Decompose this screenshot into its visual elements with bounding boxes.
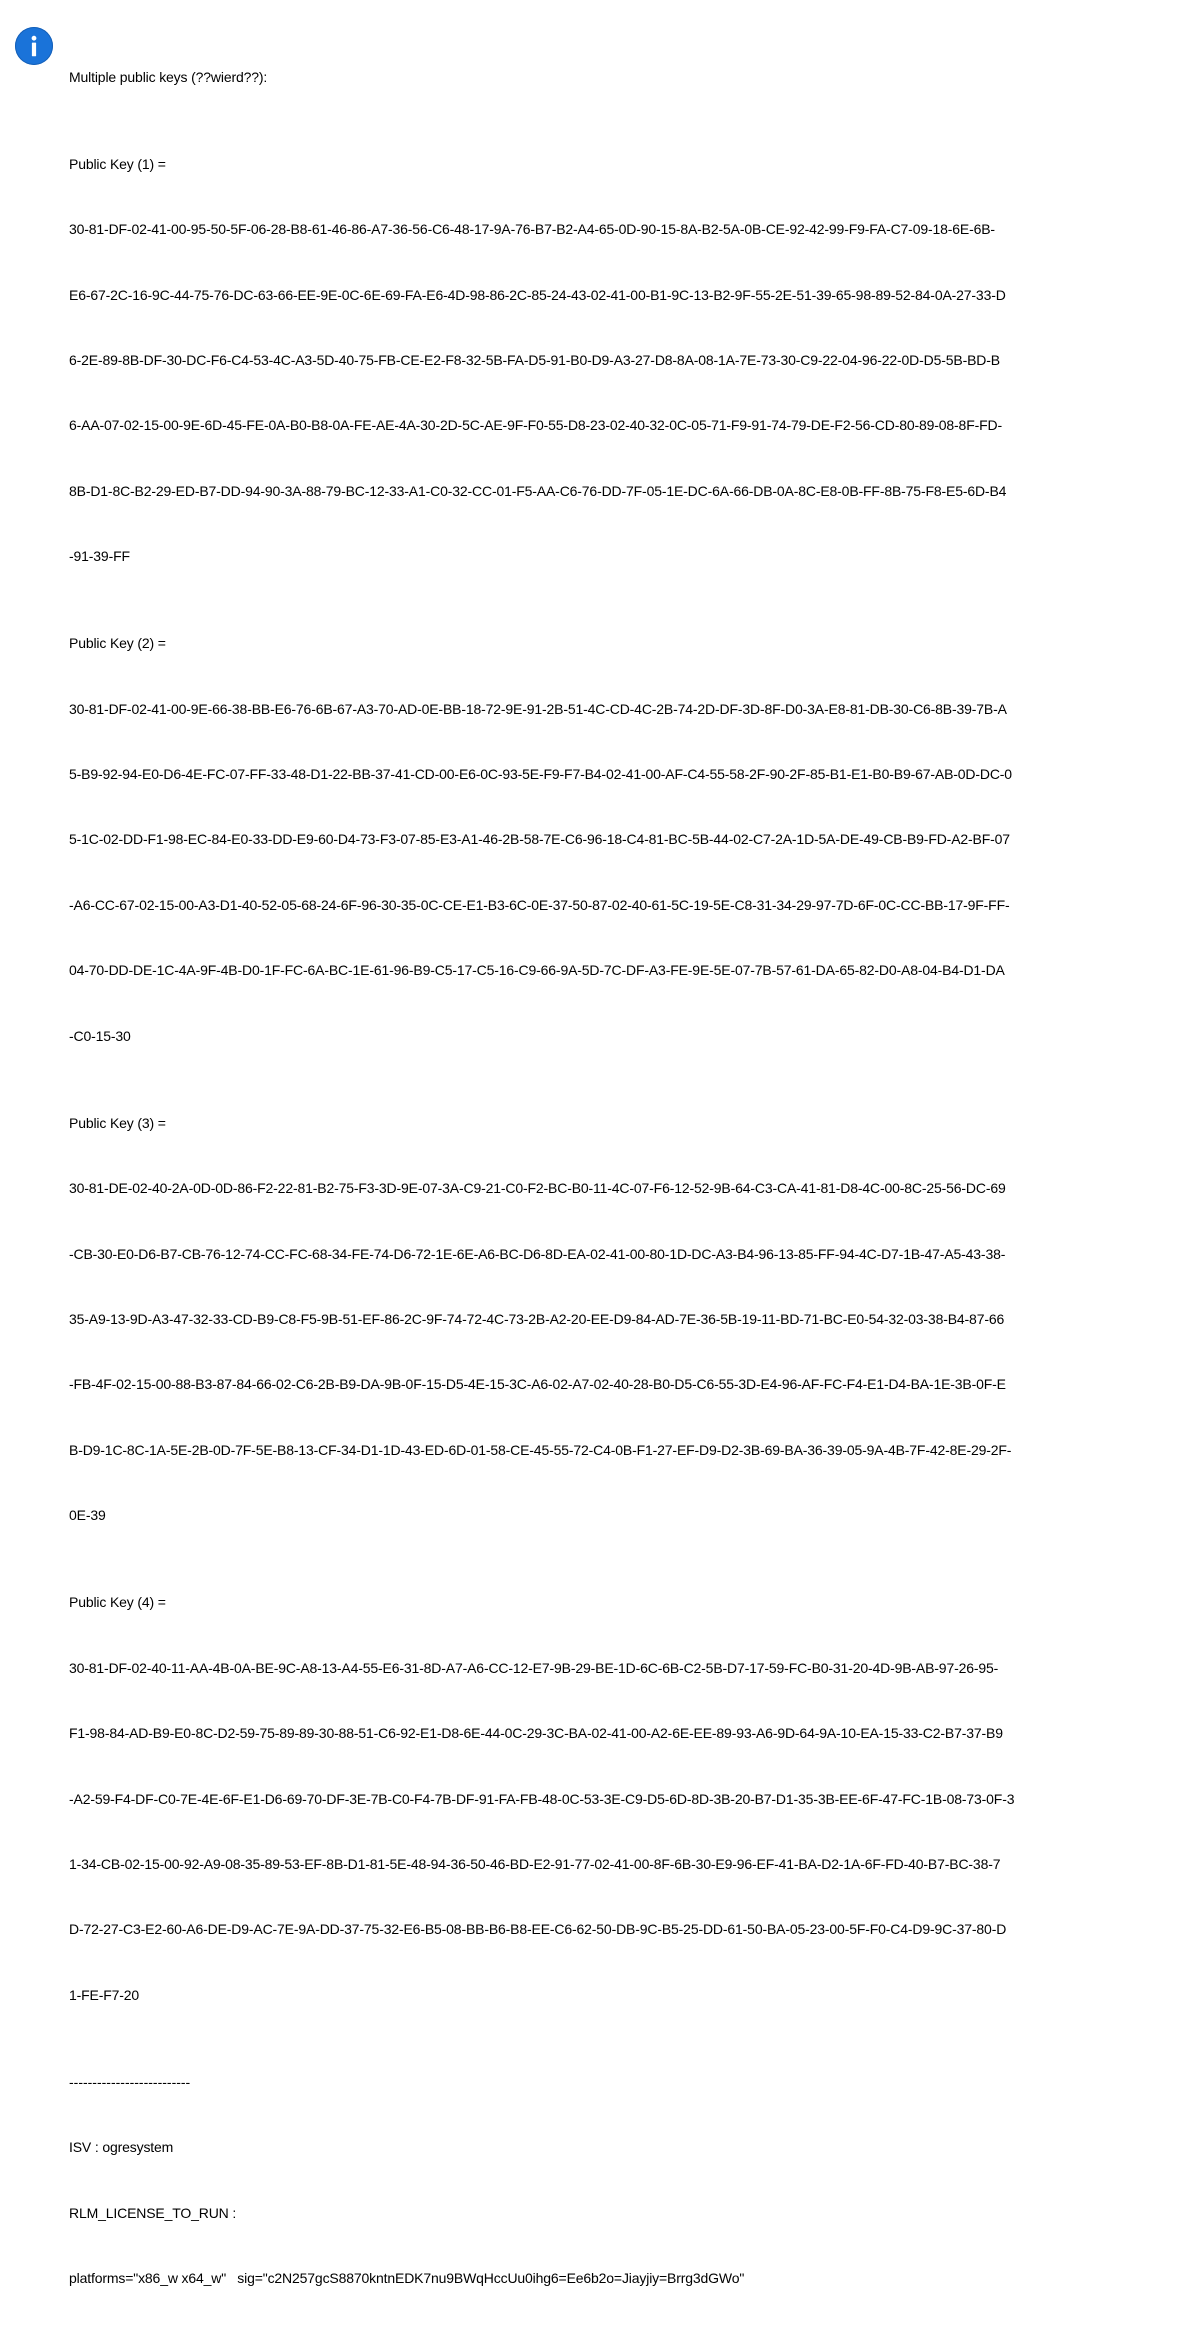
- key-hex-line: 04-70-DD-DE-1C-4A-9F-4B-D0-1F-FC-6A-BC-1E-61-96-B9-C5-17-C5-16-C9-66-9A-5D-7C-DF-A3-FE-9E-5E-07-7B-57-61-DA-65-82-D0-A8-04-B4-D1-DA: [69, 962, 1005, 979]
- key-hex-line: 6-AA-07-02-15-00-9E-6D-45-FE-0A-B0-B8-0A-FE-AE-4A-30-2D-5C-AE-9F-F0-55-D8-23-02-40-32-0C-05-71-F9-91-74-79-DE-F2-56-CD-80-89-08-8F-FD-: [69, 417, 1002, 434]
- key-hex-line: -C0-15-30: [69, 1027, 131, 1044]
- key-hex-line: -A2-59-F4-DF-C0-7E-4E-6F-E1-D6-69-70-DF-3E-7B-C0-F4-7B-DF-91-FA-FB-48-0C-53-3E-C9-D5-6D-8D-3B-20-B7-D1-35-3B-EE-6F-47-FC-1B-08-73-0F-3: [69, 1790, 1015, 1807]
- key-hex-line: 30-81-DF-02-40-11-AA-4B-0A-BE-9C-A8-13-A4-55-E6-31-8D-A7-A6-CC-12-E7-9B-29-BE-1D-6C-6B-C2-5B-D7-17-59-FC-B0-31-20-4D-9B-AB-97-26-95-: [69, 1659, 999, 1676]
- key-hex-line: 30-81-DF-02-41-00-9E-66-38-BB-E6-76-6B-67-A3-70-AD-0E-BB-18-72-9E-91-2B-51-4C-CD-4C-2B-74-2D-DF-3D-8F-D0-3A-E8-81-DB-30-C6-8B-39-7B-A: [69, 700, 1007, 717]
- key-hex-line: B-D9-1C-8C-1A-5E-2B-0D-7F-5E-B8-13-CF-34-D1-1D-43-ED-6D-01-58-CE-45-55-72-C4-0B-F1-27-EF-D9-D2-3B-69-BA-36-39-05-9A-4B-7F-42-8E-29-2F-: [69, 1441, 1012, 1458]
- separator-line: --------------------------: [69, 2073, 191, 2090]
- key-hex-line: 30-81-DF-02-41-00-95-50-5F-06-28-B8-61-46-86-A7-36-56-C6-48-17-9A-76-B7-B2-A4-65-0D-90-15-8A-B2-5A-0B-CE-92-42-99-F9-FA-C7-09-18-6E-6B-: [69, 221, 995, 238]
- key-hex-line: 5-B9-92-94-E0-D6-4E-FC-07-FF-33-48-D1-22-BB-37-41-CD-00-E6-0C-93-5E-F9-F7-B4-02-41-00-AF-C4-55-58-2F-90-2F-85-B1-E1-B0-B9-67-AB-0D-DC-0: [69, 766, 1012, 783]
- key-hex-line: F1-98-84-AD-B9-E0-8C-D2-59-75-89-89-30-88-51-C6-92-E1-D8-6E-44-0C-29-3C-BA-02-41-00-A2-6E-EE-89-93-A6-9D-64-9A-10-EA-15-33-C2-B7-37-B9: [69, 1725, 1003, 1742]
- public-key-label: Public Key (3) =: [69, 1114, 166, 1131]
- key-hex-line: 35-A9-13-9D-A3-47-32-33-CD-B9-C8-F5-9B-51-EF-86-2C-9F-74-72-4C-73-2B-A2-20-EE-D9-84-AD-7E-36-5B-19-11-BD-71-BC-E0-54-32-03-38-B4-87-66: [69, 1311, 1005, 1328]
- public-key-label: Public Key (2) =: [69, 635, 166, 652]
- key-hex-line: 1-34-CB-02-15-00-92-A9-08-35-89-53-EF-8B-D1-81-5E-48-94-36-50-46-BD-E2-91-77-02-41-00-8F-6B-30-E9-96-EF-41-BA-D2-1A-6F-FD-40-B7-BC-38-7: [69, 1855, 1001, 1872]
- platforms-sig-line: platforms="x86_w x64_w" sig="c2N257gcS8870kntnEDK7nu9BWqHccUu0ihg6=Ee6b2o=Jiayjiy=Brrg3dGWo": [69, 2270, 745, 2287]
- message-text: [69, 23, 1169, 2333]
- license-label: RLM_LICENSE_TO_RUN :: [69, 2204, 237, 2221]
- key-hex-line: -A6-CC-67-02-15-00-A3-D1-40-52-05-68-24-6F-96-30-35-0C-CE-E1-B3-6C-0E-37-50-87-02-40-61-5C-19-5E-C8-31-34-29-97-7D-6F-0C-CC-BB-17-9F-FF-: [69, 896, 1010, 913]
- key-hex-line: 5-1C-02-DD-F1-98-EC-84-E0-33-DD-E9-60-D4-73-F3-07-85-E3-A1-46-2B-58-7E-C6-96-18-C4-81-BC-5B-44-02-C7-2A-1D-5A-DE-49-CB-B9-FD-A2-BF-07: [69, 831, 1010, 848]
- key-hex-line: 1-FE-F7-20: [69, 1986, 140, 2003]
- key-hex-line: 6-2E-89-8B-DF-30-DC-F6-C4-53-4C-A3-5D-40-75-FB-CE-E2-F8-32-5B-FA-D5-91-B0-D9-A3-27-D8-8A-08-1A-7E-73-30-C9-22-04-96-22-0D-D5-5B-BD-B: [69, 351, 1000, 368]
- key-hex-line: 30-81-DE-02-40-2A-0D-0D-86-F2-22-81-B2-75-F3-3D-9E-07-3A-C9-21-C0-F2-BC-B0-11-4C-07-F6-12-52-9B-64-C3-CA-41-81-D8-4C-00-8C-25-56-DC-69: [69, 1180, 1006, 1197]
- key-hex-line: 0E-39: [69, 1507, 106, 1524]
- message-title: Multiple public keys (??wierd??):: [69, 68, 268, 85]
- public-key-label: Public Key (4) =: [69, 1594, 166, 1611]
- key-hex-line: D-72-27-C3-E2-60-A6-DE-D9-AC-7E-9A-DD-37-75-32-E6-B5-08-BB-B6-B8-EE-C6-62-50-DB-9C-B5-25-DD-61-50-BA-05-23-00-5F-F0-C4-D9-9C-37-80-D: [69, 1921, 1007, 1938]
- key-hex-line: -91-39-FF: [69, 548, 130, 565]
- key-hex-line: 8B-D1-8C-B2-29-ED-B7-DD-94-90-3A-88-79-BC-12-33-A1-C0-32-CC-01-F5-AA-C6-76-DD-7F-05-1E-DC-6A-66-DB-0A-8C-E8-0B-FF-8B-75-F8-E5-6D-B4: [69, 482, 1007, 499]
- key-hex-line: E6-67-2C-16-9C-44-75-76-DC-63-66-EE-9E-0C-6E-69-FA-E6-4D-98-86-2C-85-24-43-02-41-00-B1-9C-13-B2-9F-55-2E-51-39-65-98-89-52-84-0A-27-33-D: [69, 286, 1006, 303]
- isv-line: ISV : ogresystem: [69, 2139, 174, 2156]
- info-icon: [15, 27, 53, 65]
- key-hex-line: -FB-4F-02-15-00-88-B3-87-84-66-02-C6-2B-B9-DA-9B-0F-15-D5-4E-15-3C-A6-02-A7-02-40-28-B0-D5-C6-55-3D-E4-96-AF-FC-F4-E1-D4-BA-1E-3B-0F-E: [69, 1376, 1006, 1393]
- key-hex-line: -CB-30-E0-D6-B7-CB-76-12-74-CC-FC-68-34-FE-74-D6-72-1E-6E-A6-BC-D6-8D-EA-02-41-00-80-1D-DC-A3-B4-96-13-85-FF-94-4C-D7-1B-47-A5-43-38-: [69, 1245, 1006, 1262]
- public-key-label: Public Key (1) =: [69, 155, 166, 172]
